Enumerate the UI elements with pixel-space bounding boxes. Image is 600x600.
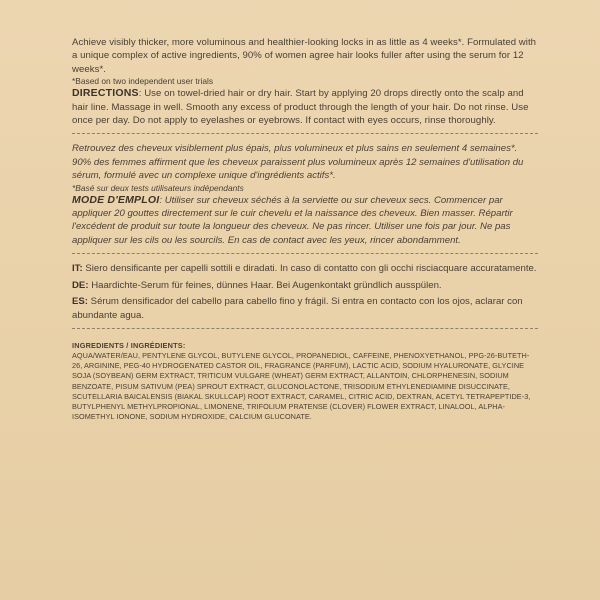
french-intro: Retrouvez des cheveux visiblement plus épais, plus volumineux et plus sains en seulement 4 semaines*. 90% des femmes affirment que les cheveux paraissent plus volumineux après 12 semaines d'utilisation du sérum, formulé avec un complexe unique d'ingrédients actifs*.: [72, 143, 524, 182]
divider-dashed: [72, 133, 538, 134]
other-languages-section: [72, 262, 538, 322]
french-warning: En cas de contact avec les yeux, rincer abondamment.: [225, 234, 461, 246]
english-directions-label: DIRECTIONS: [72, 87, 139, 100]
english-section: [72, 36, 538, 127]
english-directions-text: : Use on towel-dried hair or dry hair. Start by applying 20 drops directly onto the scalp and hair line. Massage in well. Smooth any excess of product through the length of your hair. Do not rinse. Use once per day. Do not apply to eyelashes or eyebrows.: [72, 88, 529, 127]
divider-dashed: [72, 253, 538, 254]
english-directions: [72, 87, 538, 127]
lang-label-it: IT:: [72, 263, 83, 275]
english-footnote: *Based on two independent user trials: [72, 76, 214, 87]
ingredients-list: AQUA/WATER/EAU, PENTYLENE GLYCOL, BUTYLENE GLYCOL, PROPANEDIOL, CAFFEINE, PHENOXYETHANOL, PPG-26-BUTETH-26, ARGININE, PEG-40 HYDROGENATED CASTOR OIL, FRAGRANCE (PARFUM), LACTIC ACID, SODIUM HYALURONATE, GLYCINE SOJA (SOYBEAN) GERM EXTRACT, TRITICUM VULGARE (WHEAT) GERM EXTRACT, ALLANTOIN, CHLORPHENESIN, SODIUM BENZOATE, PISUM SATIVUM (PEA) SPROUT EXTRACT, GLUCONOLACTONE, TRISODIUM ETHYLENEDIAMINE DISUCCINATE, SCUTELLARIA BAICALENSIS (BIAKAL SKULLCAP) ROOT EXTRACT, CARAMEL, CITRIC ACID, DEXTRAN, ACETYL TETRAPEPTIDE-3, BUTYLPHENYL METHYLPROPIONAL, LIMONENE, TRIFOLIUM PRATENSE (CLOVER) FLOWER EXTRACT, LINALOOL, ALPHA-ISOMETHYL IONONE, SODIUM HYDROXIDE, CALCIUM GLUCONATE.: [72, 350, 531, 422]
lang-label-de: DE:: [72, 279, 89, 291]
french-directions: [72, 194, 538, 248]
divider-dashed: [72, 328, 538, 329]
french-footnote: *Basé sur deux tests utilisateurs indépendants: [72, 182, 244, 193]
english-intro: Achieve visibly thicker, more voluminous and healthier-looking locks in as little as 4 weeks*. Formulated with a unique complex of active ingredients, 90% of women agree hair looks fuller after using the serum for 12 weeks*.: [72, 37, 537, 75]
italian-description: Siero densificante per capelli sottili e diradati. In caso di contatto con gli occhi risciacquare accuratamente.: [82, 263, 537, 275]
german-text: [72, 279, 538, 292]
english-warning: If contact with eyes occurs, rinse thoroughly.: [302, 115, 496, 127]
french-directions-text: : Utiliser sur cheveux séchés à la serviette ou sur cheveux secs. Commencer par appliquer 20 gouttes directement sur le cuir chevelu et la naissance des cheveux. Bien masser. Répartir l'excédent de produit sur toute la longueur des cheveux. Ne pas rincer. Utiliser une fois par jour. Ne pas appliquer sur les cils ou les sourcils.: [72, 194, 513, 246]
spanish-text: [72, 295, 538, 322]
french-directions-label: MODE D'EMPLOI: [72, 193, 160, 206]
spanish-description: Sérum densificador del cabello para cabello fino y frágil. Si entra en contacto con los ojos, aclarar con abundante agua.: [72, 296, 523, 321]
lang-label-es: ES:: [72, 296, 88, 308]
ingredients-heading: INGREDIENTS / INGRÉDIENTS:: [72, 340, 186, 350]
german-description: Haardichte-Serum für feines, dünnes Haar. Bei Augenkontakt gründlich ausspülen.: [88, 279, 442, 291]
french-section: [72, 142, 538, 247]
ingredients-section: [72, 341, 538, 422]
italian-text: [72, 262, 538, 275]
